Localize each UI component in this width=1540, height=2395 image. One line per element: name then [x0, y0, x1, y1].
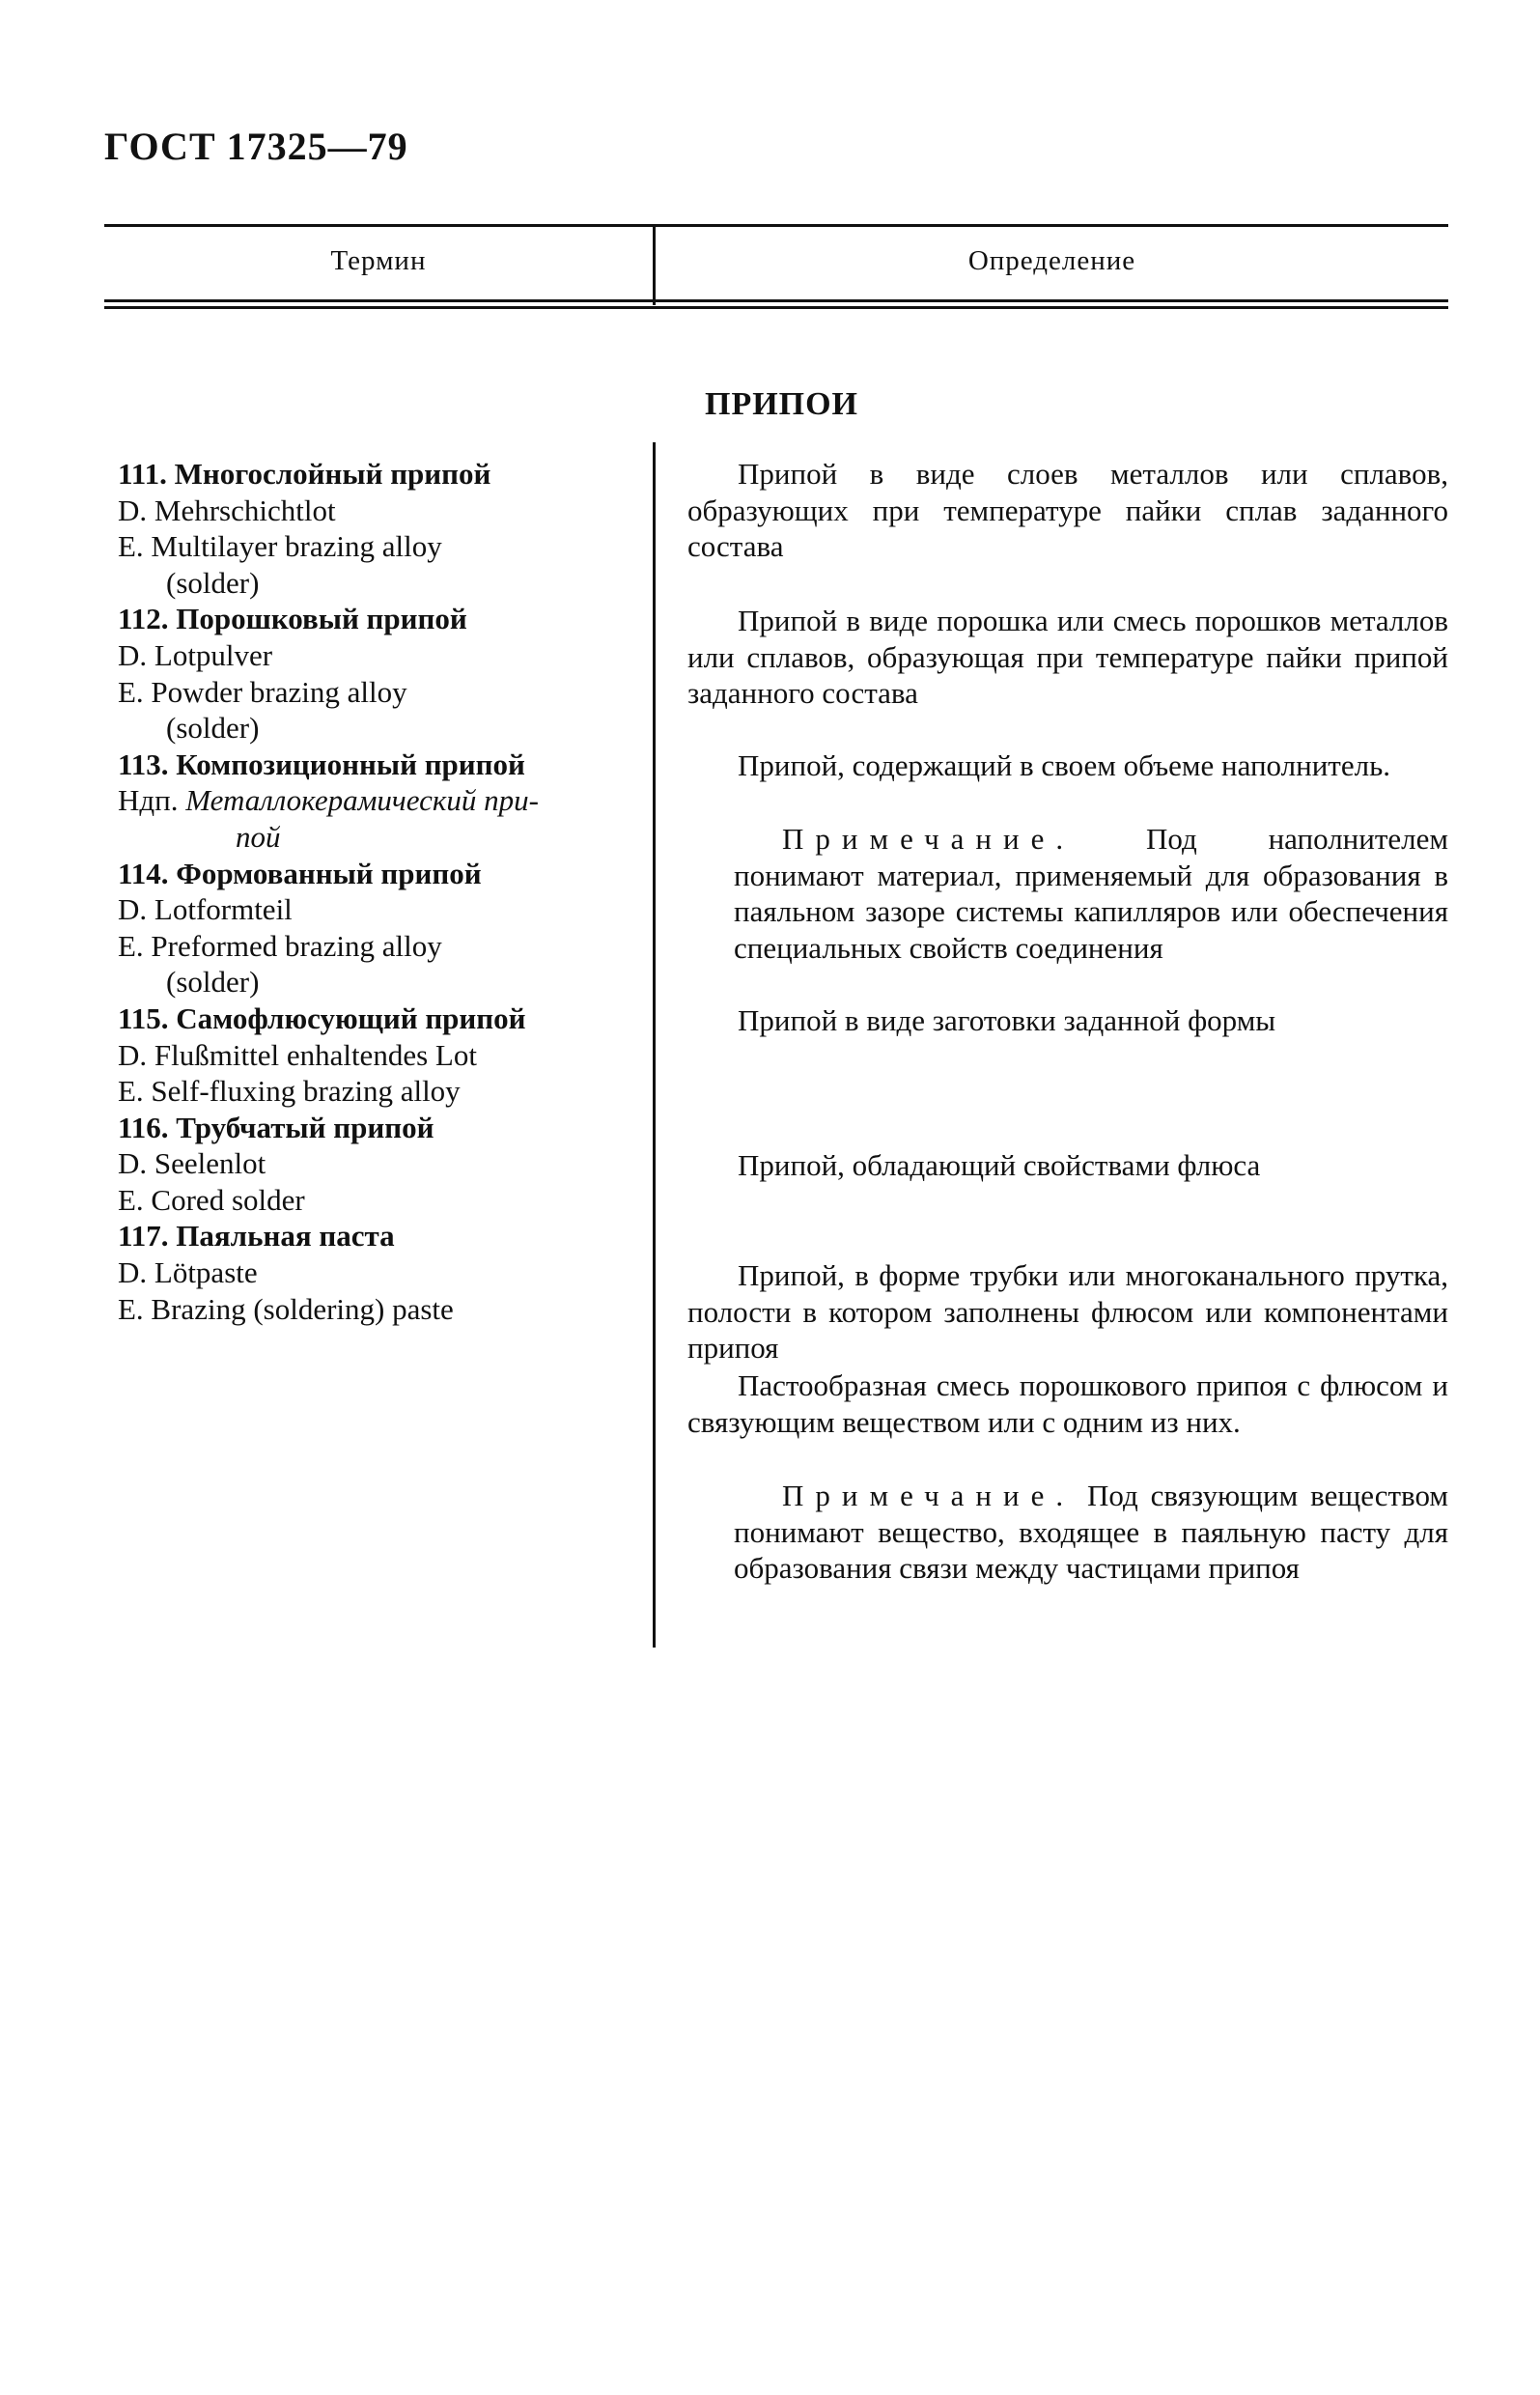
- term-text: (solder): [166, 565, 260, 600]
- term-text: (solder): [166, 711, 260, 746]
- term-entry: [118, 601, 639, 746]
- term-entry: [118, 1000, 639, 1110]
- term-line: [118, 1254, 639, 1291]
- definition-113: [687, 747, 1448, 784]
- term-text: D. Mehrschichtlot: [118, 493, 336, 527]
- definition-115: [687, 1147, 1448, 1184]
- term-text: E. Self-fluxing brazing alloy: [118, 1074, 461, 1109]
- term-text: E. Multilayer brazing alloy: [118, 529, 442, 564]
- term-line: [118, 928, 639, 965]
- term-text: Металлокерамический при-: [185, 783, 539, 818]
- section-title: ПРИПОИ: [705, 386, 858, 422]
- term-text: E. Cored solder: [118, 1182, 305, 1217]
- definition-text: Припой в виде заготовки заданной формы: [738, 1003, 1276, 1037]
- term-text: D. Lotpulver: [118, 637, 273, 672]
- term-line: [118, 637, 639, 674]
- term-line: [118, 1037, 639, 1074]
- definition-116: [687, 1257, 1448, 1367]
- table-header-rule-1: [104, 299, 1448, 302]
- term-line: [118, 819, 639, 856]
- term-text: 113. Композиционный припой: [118, 747, 525, 781]
- term-line: [118, 528, 639, 565]
- definition-text: Припой в виде порошка или смесь порошков металлов или сплавов, образующая при температуре пайки припой заданного состава: [687, 604, 1448, 711]
- term-text: 116. Трубчатый припой: [118, 1110, 434, 1144]
- definition-text: Пастообразная смесь порошкового припоя с флюсом и связующим веществом или с одним из них.: [687, 1368, 1448, 1439]
- term-line: [118, 1073, 639, 1110]
- definition-text: Припой в виде слоев металлов или сплавов, образующих при температуре пайки сплав заданного состава: [687, 457, 1448, 564]
- term-title: [118, 456, 639, 493]
- term-line: [118, 565, 639, 602]
- term-line: [118, 710, 639, 747]
- term-entry: [118, 856, 639, 1000]
- term-text: E. Preformed brazing alloy: [118, 928, 442, 963]
- terms-column: [118, 456, 639, 1327]
- definition-111: [687, 456, 1448, 565]
- note-label: Примечание.: [782, 822, 1076, 856]
- term-text: пой: [236, 819, 281, 854]
- term-line: [118, 891, 639, 928]
- term-text: E. Powder brazing alloy: [118, 674, 407, 709]
- document-code: ГОСТ 17325—79: [104, 125, 408, 168]
- note-text: Под связующим веществом понимают вещество, входящее в паяльную пасту для образования связи между частицами припоя: [734, 1479, 1448, 1586]
- definition-117: [687, 1367, 1448, 1440]
- note-117: [734, 1478, 1448, 1587]
- term-text: D. Seelenlot: [118, 1146, 266, 1181]
- body-column-divider: [653, 442, 656, 1648]
- term-line: [118, 493, 639, 529]
- definition-text: Припой, обладающий свойствами флюса: [738, 1148, 1261, 1182]
- definition-text: Припой, в форме трубки или многоканального прутка, полости в котором заполнены флюсом или компонентами припоя: [687, 1258, 1448, 1366]
- term-title: [118, 856, 639, 892]
- note-113: [734, 821, 1448, 966]
- term-title: [118, 601, 639, 637]
- term-text: D. Flußmittel enhaltendes Lot: [118, 1037, 477, 1072]
- term-entry: [118, 1110, 639, 1219]
- term-entry: [118, 456, 639, 601]
- table-top-rule: [104, 224, 1448, 227]
- term-title: [118, 747, 639, 783]
- term-line: [118, 1145, 639, 1182]
- definition-114: [687, 1002, 1448, 1039]
- term-text: (solder): [166, 965, 260, 1000]
- definition-text: Припой, содержащий в своем объеме наполнитель.: [738, 748, 1390, 782]
- term-text: 114. Формованный припой: [118, 856, 482, 890]
- term-text: D. Lotformteil: [118, 892, 293, 927]
- table-header-rule-2: [104, 306, 1448, 309]
- term-text: 115. Самофлюсующий припой: [118, 1000, 526, 1035]
- term-title: [118, 1000, 639, 1037]
- deprecated-prefix: Ндп.: [118, 783, 179, 818]
- term-line: [118, 674, 639, 711]
- term-line: [118, 1291, 639, 1328]
- term-text: E. Brazing (soldering) paste: [118, 1291, 454, 1326]
- term-title: [118, 1218, 639, 1254]
- term-text: 112. Порошковый припой: [118, 602, 467, 636]
- note-label: Примечание.: [782, 1479, 1076, 1512]
- definition-112: [687, 603, 1448, 712]
- term-line: [118, 782, 639, 819]
- term-entry: [118, 747, 639, 856]
- note-text: Под наполнителем понимают материал, применяемый для образования в паяльном зазоре системы капилляров или обеспечения специальных свойств соединения: [734, 822, 1448, 965]
- term-text: D. Lötpaste: [118, 1255, 258, 1290]
- term-line: [118, 964, 639, 1000]
- column-header-definition: Определение: [967, 245, 1136, 276]
- term-text: 111. Многослойный припой: [118, 457, 491, 491]
- term-entry: [118, 1218, 639, 1327]
- term-title: [118, 1110, 639, 1146]
- term-line: [118, 1182, 639, 1219]
- term-text: 117. Паяльная паста: [118, 1219, 395, 1254]
- column-header-term: Термин: [330, 245, 427, 276]
